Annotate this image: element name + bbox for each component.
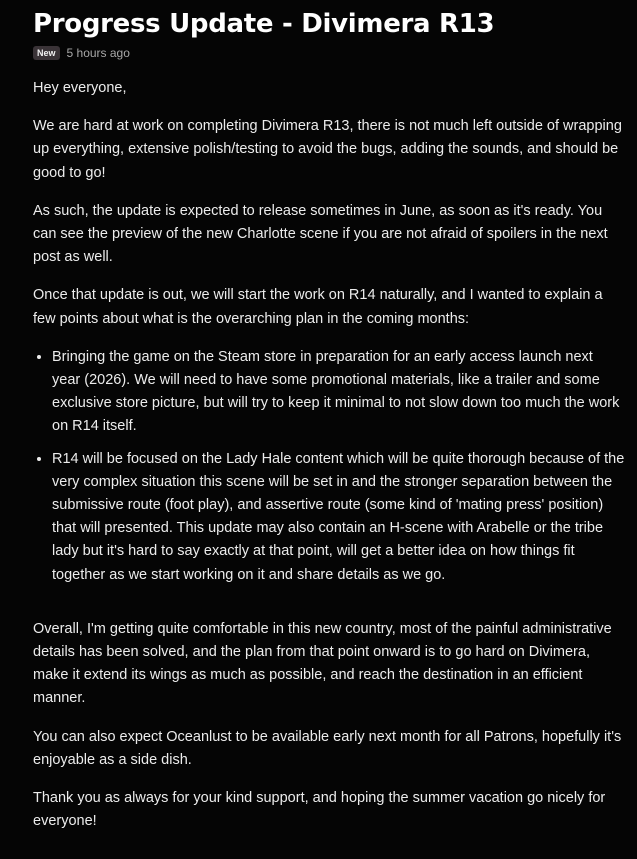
post <box>33 6 625 848</box>
new-badge: New <box>33 46 60 60</box>
body-paragraph: Once that update is out, we will start the work on R14 naturally, and I wanted to explain a few points about what is the overarching plan in the coming months: <box>33 287 603 327</box>
greeting-paragraph: Hey everyone, <box>33 80 127 96</box>
plan-list-item: • Bringing the game on the Steam store in preparation for an early access launch next year (2026). We will need to have some promotional materials, like a trailer and some exclusive store picture, but will try to keep it minimal to not slow down too much the work on R14 itself. <box>52 346 625 439</box>
post-timestamp: 5 hours ago <box>66 46 130 60</box>
spacer <box>33 602 625 618</box>
body-paragraph: As such, the update is expected to release sometimes in June, as soon as it's ready. You can see the preview of the new Charlotte scene if you are not afraid of spoilers in the next post as well. <box>33 202 608 266</box>
closing-paragraph: Thank you as always for your kind support, and hoping the summer vacation go nicely for everyone! <box>33 790 606 830</box>
post-meta <box>33 45 625 61</box>
plan-list-item: • R14 will be focused on the Lady Hale content which will be quite thorough because of the very complex situation this scene will be set in and the stronger separation between the submissive route (foot play), and assertive route (some kind of 'mating press' position) that will presented. This update may also contain an H-scene with Arabelle or the tribe lady but it's hard to say exactly at that point, will get a better idea on how things fit together as we start working on it and share details as we go. <box>52 448 625 587</box>
post-body <box>33 77 625 833</box>
body-paragraph: Overall, I'm getting quite comfortable in this new country, most of the painful administrative details has been solved, and the plan from that point onward is to go hard on Divimera, make it extend its wings as much as possible, and reach the destination in an efficient manner. <box>33 620 612 707</box>
body-paragraph: We are hard at work on completing Divimera R13, there is not much left outside of wrapping up everything, extensive polish/testing to avoid the bugs, adding the sounds, and should be good to go! <box>33 118 622 181</box>
post-title: Progress Update - Divimera R13 <box>33 9 495 39</box>
plan-list <box>33 346 625 587</box>
body-paragraph: You can also expect Oceanlust to be available early next month for all Patrons, hopefully it's enjoyable as a side dish. <box>33 728 622 768</box>
